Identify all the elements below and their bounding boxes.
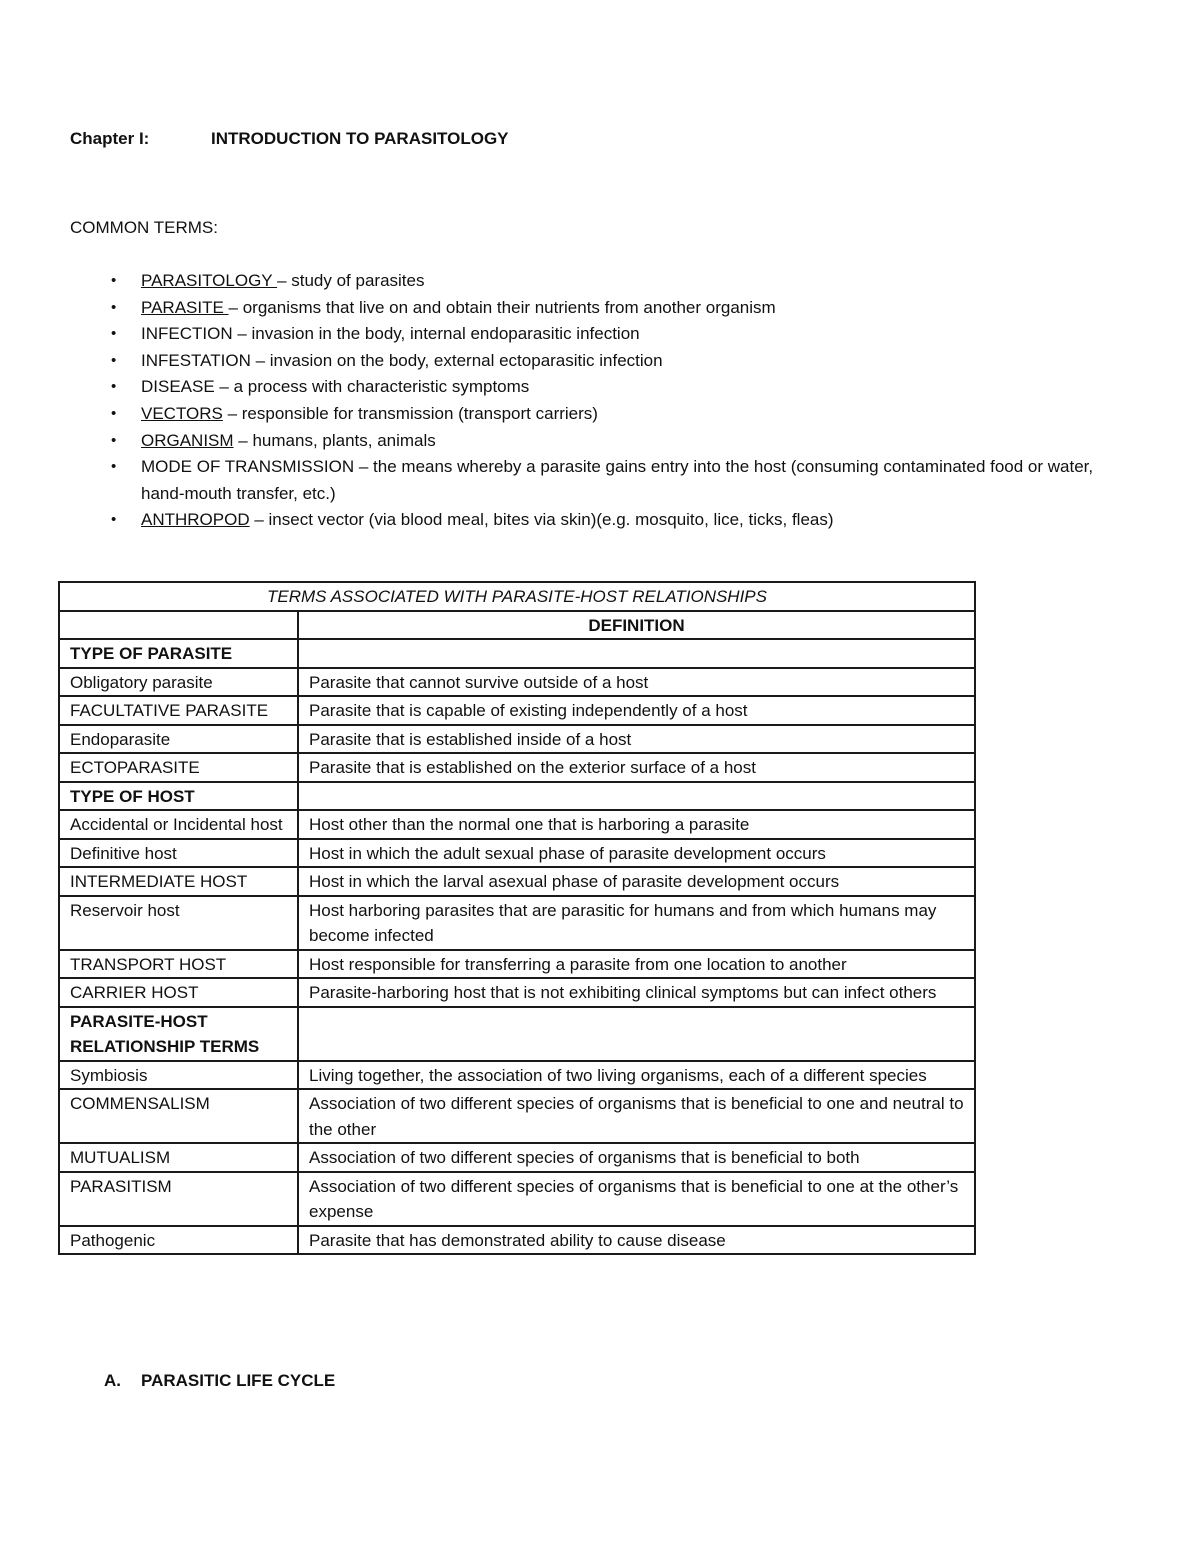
term-cell: Pathogenic <box>59 1226 298 1255</box>
list-item <box>70 295 1130 322</box>
table-row <box>59 753 975 782</box>
chapter-heading <box>70 128 509 150</box>
term-cell: CARRIER HOST <box>59 978 298 1007</box>
term-definition: – invasion on the body, external ectoparasitic infection <box>255 350 663 370</box>
table-row <box>59 1061 975 1090</box>
table-row <box>59 668 975 697</box>
term-definition: – invasion in the body, internal endoparasitic infection <box>237 324 640 344</box>
bullet-icon: • <box>111 431 117 449</box>
term-cell: Symbiosis <box>59 1061 298 1090</box>
term-cell: Definitive host <box>59 839 298 868</box>
bullet-icon: • <box>111 404 117 422</box>
list-item <box>70 507 1130 534</box>
bullet-icon: • <box>111 351 117 369</box>
chapter-title: INTRODUCTION TO PARASITOLOGY <box>211 129 509 148</box>
common-terms-heading: COMMON TERMS: <box>70 218 218 237</box>
common-terms-list <box>70 268 1130 534</box>
list-item <box>70 374 1130 401</box>
list-item <box>70 428 1130 455</box>
definition-cell: Parasite that is capable of existing independently of a host <box>298 696 975 725</box>
term-cell: TYPE OF HOST <box>59 782 298 811</box>
term-cell: TYPE OF PARASITE <box>59 639 298 668</box>
term-name: ANTHROPOD <box>141 510 250 530</box>
term-cell: Accidental or Incidental host <box>59 810 298 839</box>
definition-cell: Living together, the association of two living organisms, each of a different species <box>298 1061 975 1090</box>
table-row <box>59 725 975 754</box>
term-definition: – study of parasites <box>277 271 425 290</box>
definition-cell: Host other than the normal one that is harboring a parasite <box>298 810 975 839</box>
term-name: VECTORS <box>141 403 223 423</box>
term-definition: – the means whereby a parasite gains entry into the host (consuming contaminated food or water, hand-mouth transfer, etc.) <box>141 457 1094 503</box>
definition-cell: Host in which the adult sexual phase of parasite development occurs <box>298 839 975 868</box>
section-a-heading <box>104 1370 335 1392</box>
table-section-row <box>59 782 975 811</box>
definition-cell <box>298 782 975 811</box>
term-cell: PARASITISM <box>59 1172 298 1226</box>
definition-cell: Host responsible for transferring a parasite from one location to another <box>298 950 975 979</box>
term-cell: PARASITE-HOST RELATIONSHIP TERMS <box>59 1007 298 1061</box>
table-row <box>59 1143 975 1172</box>
table-row <box>59 810 975 839</box>
term-name: ORGANISM <box>141 430 234 450</box>
term-cell: Obligatory parasite <box>59 668 298 697</box>
header-term-cell <box>59 611 298 640</box>
table-caption: TERMS ASSOCIATED WITH PARASITE-HOST RELATIONSHIPS <box>59 582 975 611</box>
list-item <box>70 401 1130 428</box>
term-cell: TRANSPORT HOST <box>59 950 298 979</box>
definition-cell <box>298 639 975 668</box>
section-a-letter: A. <box>104 1371 121 1390</box>
bullet-icon: • <box>111 298 117 316</box>
term-cell: INTERMEDIATE HOST <box>59 867 298 896</box>
table-row <box>59 1226 975 1255</box>
term-cell: FACULTATIVE PARASITE <box>59 696 298 725</box>
table-row <box>59 950 975 979</box>
definition-cell: Parasite that cannot survive outside of a host <box>298 668 975 697</box>
definition-cell: Host in which the larval asexual phase of parasite development occurs <box>298 867 975 896</box>
table-row <box>59 1172 975 1226</box>
term-name: DISEASE <box>141 377 220 397</box>
definition-cell <box>298 1007 975 1061</box>
table-row <box>59 839 975 868</box>
term-name: PARASITE <box>141 297 229 317</box>
table-section-row <box>59 1007 975 1061</box>
header-definition-cell: DEFINITION <box>298 611 975 640</box>
list-item <box>70 454 1130 507</box>
term-definition: – a process with characteristic symptoms <box>219 377 530 397</box>
definition-cell: Association of two different species of organisms that is beneficial to both <box>298 1143 975 1172</box>
table-header-row <box>59 611 975 640</box>
table-row <box>59 867 975 896</box>
definition-cell: Parasite-harboring host that is not exhibiting clinical symptoms but can infect others <box>298 978 975 1007</box>
definition-cell: Parasite that is established on the exterior surface of a host <box>298 753 975 782</box>
term-name: INFECTION <box>141 324 238 344</box>
parasite-host-terms-table <box>58 581 976 1255</box>
term-definition: – responsible for transmission (transport carriers) <box>222 403 598 423</box>
bullet-icon: • <box>111 325 117 343</box>
list-item <box>70 268 1130 295</box>
list-item <box>70 348 1130 375</box>
bullet-icon: • <box>111 378 117 396</box>
term-name: PARASITOLOGY <box>141 271 278 290</box>
term-name: MODE OF TRANSMISSION <box>141 457 359 477</box>
table-row <box>59 696 975 725</box>
table-section-row <box>59 639 975 668</box>
table-caption-row <box>59 582 975 611</box>
term-cell: Reservoir host <box>59 896 298 950</box>
list-item <box>70 321 1130 348</box>
definition-cell: Parasite that is established inside of a host <box>298 725 975 754</box>
term-cell: MUTUALISM <box>59 1143 298 1172</box>
table-row <box>59 896 975 950</box>
term-definition: – organisms that live on and obtain their nutrients from another organism <box>228 297 776 317</box>
definition-cell: Association of two different species of organisms that is beneficial to one at the other’s expense <box>298 1172 975 1226</box>
chapter-label: Chapter I: <box>70 129 150 148</box>
table-row <box>59 978 975 1007</box>
table-row <box>59 1089 975 1143</box>
term-definition: – humans, plants, animals <box>233 430 436 450</box>
bullet-icon: • <box>111 272 117 289</box>
bullet-icon: • <box>111 458 117 476</box>
definition-cell: Association of two different species of organisms that is beneficial to one and neutral to the other <box>298 1089 975 1143</box>
term-cell: ECTOPARASITE <box>59 753 298 782</box>
term-cell: COMMENSALISM <box>59 1089 298 1143</box>
term-definition: – insect vector (via blood meal, bites via skin)(e.g. mosquito, lice, ticks, fleas) <box>249 510 834 530</box>
bullet-icon: • <box>111 511 117 529</box>
term-name: INFESTATION <box>141 350 256 370</box>
term-cell: Endoparasite <box>59 725 298 754</box>
section-a-title: PARASITIC LIFE CYCLE <box>141 1371 336 1390</box>
definition-cell: Host harboring parasites that are parasitic for humans and from which humans may become infected <box>298 896 975 950</box>
definition-cell: Parasite that has demonstrated ability to cause disease <box>298 1226 975 1255</box>
